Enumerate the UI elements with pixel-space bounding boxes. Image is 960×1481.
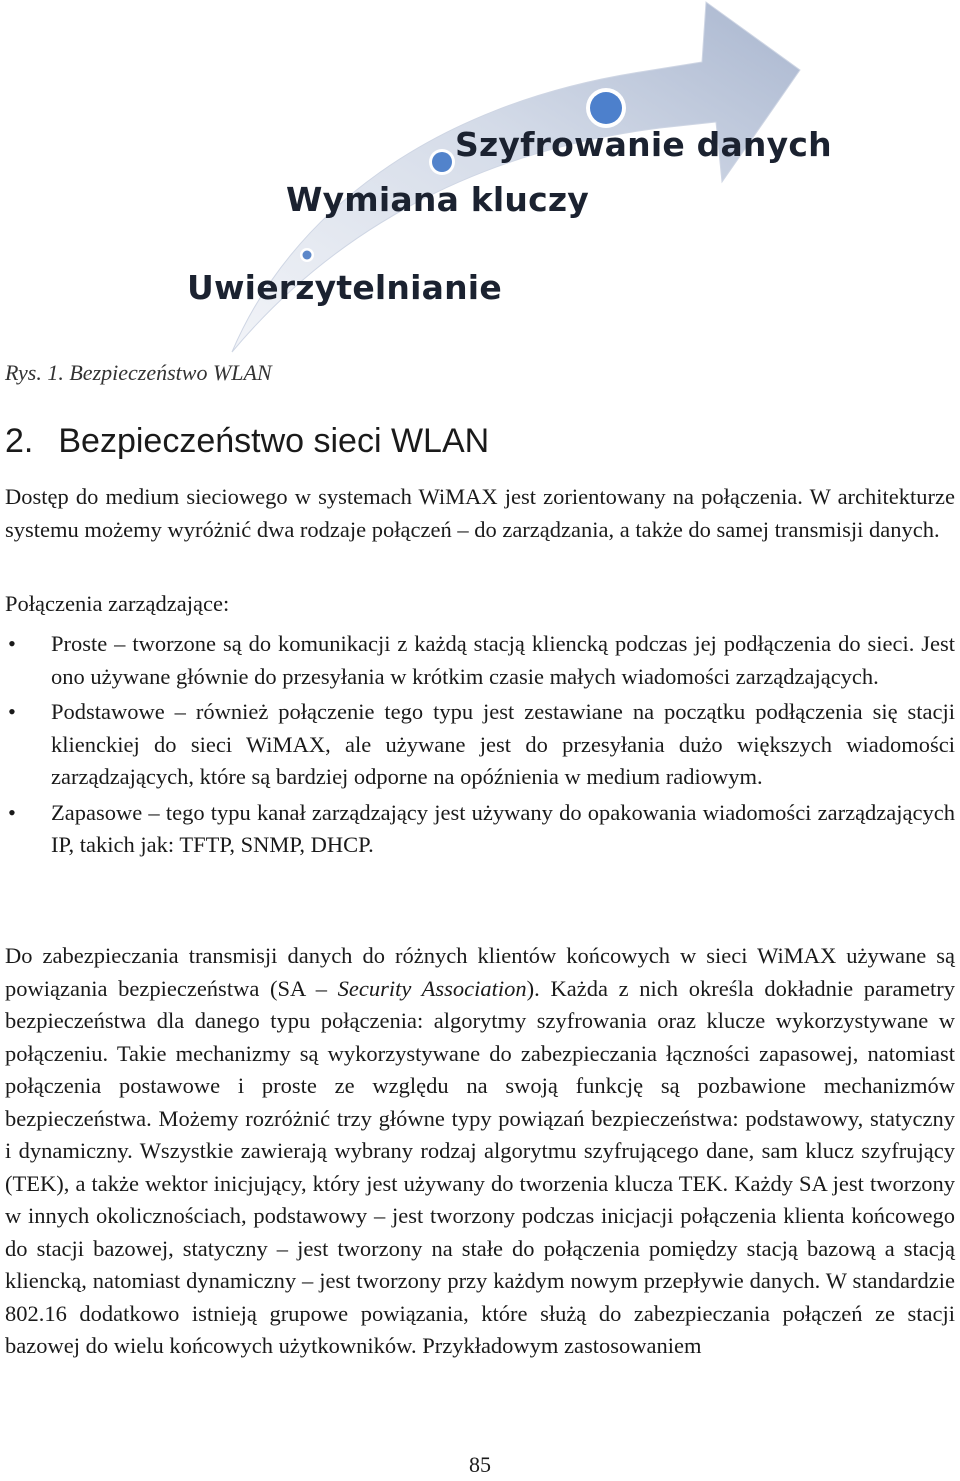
list-item-text: Proste – tworzone są do komunikacji z każdą stacją kliencką podczas jej podłączenia do sieci. Jest ono używane głównie do przesyłania w krótkim czasie małych wiadomości zarządzających.: [51, 631, 955, 689]
dot-medium: [429, 149, 455, 175]
bullet-icon: •: [8, 631, 16, 656]
figure-caption: Rys. 1. Bezpieczeństwo WLAN: [5, 360, 272, 385]
bullet-icon: •: [8, 699, 16, 724]
intro-paragraph: Dostęp do medium sieciowego w systemach WiMAX jest zorientowany na połączenia. W architekturze systemu możemy wyróżnić dwa rodzaje połączeń – do zarządzania, a także do samej transmisji danych.: [5, 484, 955, 542]
list-item: [5, 696, 955, 794]
list-label: Połączenia zarządzające:: [5, 591, 230, 616]
list-item: [5, 797, 955, 862]
step-label-data-encryption: Szyfrowanie danych: [455, 125, 832, 164]
section-heading: [5, 422, 489, 461]
dot-small: [300, 248, 314, 262]
process-diagram: [0, 0, 960, 360]
bullet-icon: •: [8, 799, 16, 825]
section-title: Bezpieczeństwo sieci WLAN: [58, 422, 490, 460]
dot-large: [586, 88, 626, 128]
page-number: 85: [469, 1452, 491, 1477]
main-paragraph-part-2: ). Każda z nich określa dokładnie parametry bezpieczeństwa dla danego typu połączenia: algorytmy szyfrowania oraz klucze wykorzystywane w połączeniu. Takie mechanizmy są wykorzystywane do zabezpieczania łączności zapasowej, natomiast połączenia postawowe i proste ze względu na swoją funkcję są pozbawione mechanizmów bezpieczeństwa. Możemy rozróżnić trzy główne typy powiązań bezpieczeństwa: podstawowy, statyczny i dynamiczny. Wszystkie zawierają wybrany rodzaj algorytmu szyfrującego dane, sam klucz szyfrujący (TEK), a także wektor inicjujący, który jest używany do tworzenia klucza TEK. Każdy SA jest tworzony w innych okolicznościach, podstawowy – jest tworzony podczas inicjacji połączenia klienta końcowego do stacji bazowej, statyczny – jest tworzony na stałe do połączenia pomiędzy stacją bazową a stacją kliencką, natomiast dynamiczny – jest tworzony przy każdym nowym przepływie danych. W standardzie 802.16 dodatkowo istnieją grupowe powiązania, które służą do zabezpieczania połączeń ze stacji bazowej do wielu końcowych użytkowników. Przykładowym zastosowaniem: [5, 975, 956, 1358]
connection-types-list: [5, 628, 955, 865]
step-label-key-exchange: Wymiana kluczy: [286, 180, 589, 219]
list-item-text: Podstawowe – również połączenie tego typu jest zestawiane na początku podłączenia się stacji klienckiej do sieci WiMAX, ale używane jest do przesyłania dużo większych wiadomości zarządzających, które są bardziej odporne na opóźnienia w medium radiowym.: [51, 699, 955, 789]
section-number: 2.: [5, 422, 34, 460]
main-paragraph: [5, 940, 955, 1363]
list-item: [5, 628, 955, 693]
step-label-authentication: Uwierzytelnianie: [187, 268, 502, 307]
main-paragraph-part-1: Do zabezpieczania transmisji danych do różnych klientów końcowych w sieci WiMAX używane są powiązania bezpieczeństwa (SA –: [5, 943, 955, 1001]
main-paragraph-italic-term: Security Association: [337, 975, 527, 1001]
list-item-text: Zapasowe – tego typu kanał zarządzający jest używany do opakowania wiadomości zarządzających IP, takich jak: TFTP, SNMP, DHCP.: [51, 799, 955, 857]
